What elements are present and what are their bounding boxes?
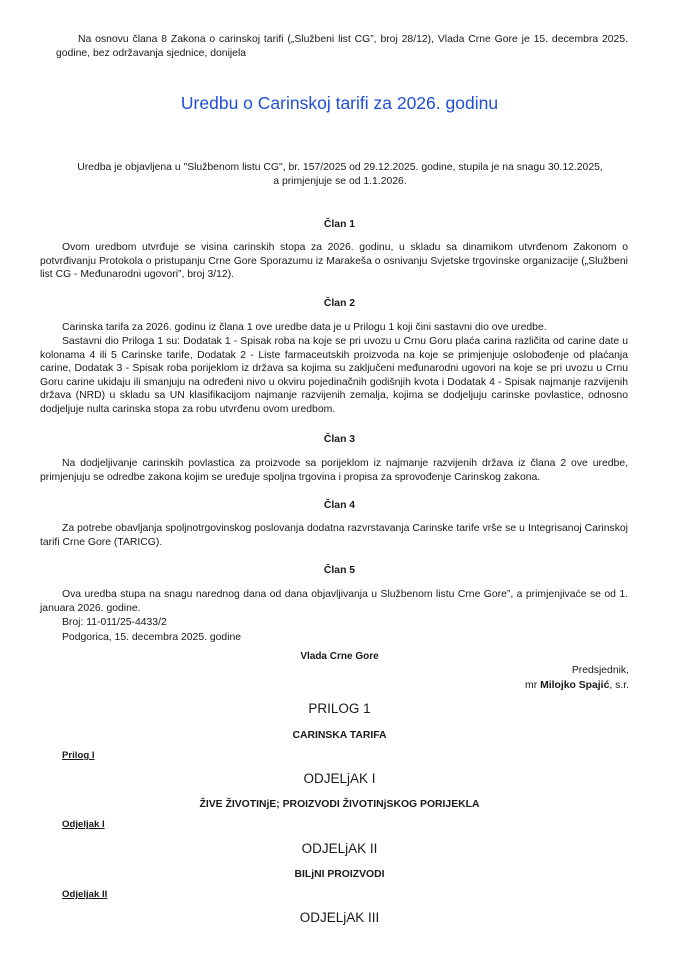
article-5-paragraph: Ova uredba stupa na snagu narednog dana od dana objavljivanja u Službenom listu Crne Gore”, a primjenjivaće se od 1. januara 2026. godine. — [40, 589, 628, 614]
publication-note — [40, 161, 640, 188]
section-1-link[interactable]: Odjeljak I — [62, 819, 105, 830]
president-prefix: mr — [525, 680, 538, 691]
section-1-title: ODJELjAK I — [303, 771, 376, 786]
section-1-subtitle: ŽIVE ŽIVOTINjE; PROIZVODI ŽIVOTINjSKOG PORIJEKLA — [199, 799, 480, 810]
article-5-heading: Član 5 — [323, 565, 356, 576]
president-name: Milojko Spajić — [540, 680, 610, 691]
publication-line-2: a primjenjuje se od 1.1.2026. — [273, 175, 407, 187]
prilog-link[interactable]: Prilog I — [62, 750, 95, 761]
place-date: Podgorica, 15. decembra 2025. godine — [62, 632, 242, 643]
page-title: Uredbu o Carinskoj tarifi za 2026. godinu — [180, 93, 499, 113]
president-signature — [525, 679, 629, 693]
tariff-title: CARINSKA TARIFA — [292, 730, 387, 741]
section-2-title: ODJELjAK II — [301, 841, 378, 856]
president-suffix: , s.r. — [609, 680, 629, 691]
article-3-paragraph: Na dodjeljivanje carinskih povlastica za proizvode sa porijeklom iz najmanje razvijenih država iz člana 2 ove uredbe, primjenjuju se odredbe zakona kojim se uređuje spoljna trgovina i propisa za sprovođenje Carinskog zakona. — [40, 458, 628, 483]
article-4-heading: Član 4 — [323, 500, 356, 511]
intro-paragraph: Na osnovu člana 8 Zakona o carinskoj tarifi („Službeni list CG”, broj 28/12), Vlada Crne Gore je 15. decembra 2025. godine, bez održavanja sjednice, donijela — [56, 34, 628, 59]
article-2-heading: Član 2 — [323, 298, 356, 309]
document-number: Broj: 11-011/25-4433/2 — [62, 617, 167, 628]
annex-title: PRILOG 1 — [308, 701, 371, 716]
section-2-subtitle: BILjNI PROIZVODI — [294, 869, 385, 880]
president-label: Predsjednik, — [571, 665, 629, 676]
government-name: Vlada Crne Gore — [300, 651, 379, 662]
section-2-link[interactable]: Odjeljak II — [62, 889, 108, 900]
article-3-heading: Član 3 — [323, 434, 356, 445]
article-1-paragraph: Ovom uredbom utvrđuje se visina carinskih stopa za 2026. godinu, u skladu sa dinamikom utvrđenom Zakonom o potvrđivanju Protokola o pristupanju Crne Gore Sporazumu iz Marakeša o osnivanju Svjetske trgovinske organizacije („Službeni list CG - Međunarodni ugovori”, broj 3/12). — [40, 242, 628, 281]
article-2-paragraph-2: Sastavni dio Priloga 1 su: Dodatak 1 - Spisak roba na koje se pri uvozu u Crnu Goru plaća carina različita od carine date u kolonama 4 ili 5 Carinske tarife, Dodatak 2 - Liste farmaceutskih proizvoda na koje se primjenjuje oslobođenje od plaćanja carine, Dodatak 3 - Spisak roba porijeklom iz država sa kojima su zaključeni međunarodni ugovori na koje se pri uvozu u Crnu Goru carine ukidaju ili smanjuju na određeni nivo u okviru pojedinačnih godišnjih kvota i Dodatak 4 - Spisak najmanje razvijenih država (NRD) u skladu sa UN klasifikacijom najmanje razvijenih zemalja, kojima se dodjeljuju carinske povlastice, odnosno dodjeljuje nulta carinska stopa za robu utvrđenu ovom uredbom. — [40, 336, 628, 415]
article-1-heading: Član 1 — [323, 219, 356, 230]
article-2-paragraph-1: Carinska tarifa za 2026. godinu iz člana 1 ove uredbe data je u Prilogu 1 koji čini sastavni dio ove uredbe. — [62, 322, 547, 333]
section-3-title: ODJELjAK III — [299, 910, 380, 925]
publication-line-1: Uredba je objavljena u "Službenom listu CG", br. 157/2025 od 29.12.2025. godine, stupila je na snagu 30.12.2025, — [77, 162, 603, 173]
article-4-paragraph: Za potrebe obavljanja spoljnotrgovinskog poslovanja dodatna razvrstavanja Carinske tarife vrše se u Integrisanoj Carinskoj tarifi Crne Gore (TARICG). — [40, 523, 628, 548]
